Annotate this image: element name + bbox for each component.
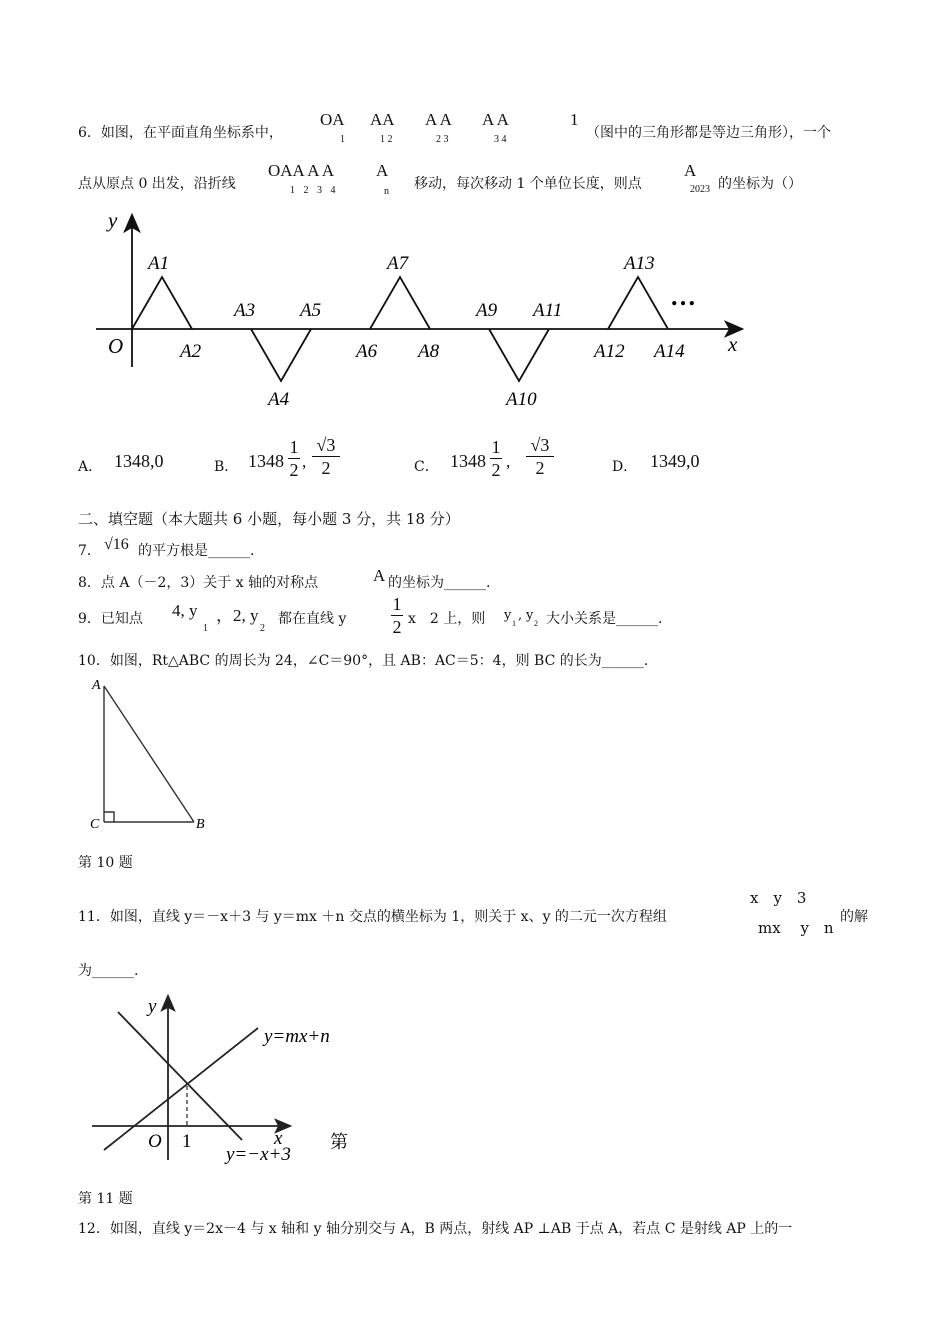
q6-option-d-value: 1349,0 xyxy=(650,451,700,471)
q6-fig-x: x xyxy=(728,332,738,356)
q6-path-subs: 1 2 3 4 xyxy=(290,185,339,196)
q6-note: （图中的三角形都是等边三角形），一个 xyxy=(586,125,831,141)
q6-option-b-label: B． xyxy=(214,459,239,475)
q9-tail: x 2 上，则 xyxy=(408,611,486,627)
q6-option-b-rden: 2 xyxy=(321,458,331,478)
q11-tail: 的解 xyxy=(840,909,868,925)
q6-term-oa-sub: 1 xyxy=(340,134,345,145)
q6-option-b-rfrac xyxy=(312,436,340,477)
q6-term-aa12-sub: 1 2 xyxy=(380,134,393,145)
q6-option-b-frac xyxy=(288,438,300,479)
q6-option-a-label: A． xyxy=(78,459,103,475)
q8-point: A xyxy=(373,566,386,585)
q6-zigzag-figure xyxy=(90,205,760,420)
q6-option-b-rnum: √3 xyxy=(316,435,336,455)
q11-text: 11．如图，直线 y＝－x＋3 与 y＝mx ＋n 交点的横坐标为 1，则关于 x、y 的二元一次方程组 xyxy=(78,909,667,925)
q11-lines-figure xyxy=(86,990,376,1170)
q6-line1-prefix: 6．如图，在平面直角坐标系中， xyxy=(78,125,283,141)
q9-comma: , xyxy=(518,608,523,623)
q6-line2-c: 的坐标为（） xyxy=(718,176,802,192)
q6-term-oa: OA xyxy=(320,110,345,129)
q10-triangle-figure xyxy=(86,672,216,838)
q11-fig-origin: O xyxy=(148,1131,162,1152)
q10-text: 10．如图，Rt△ABC 的周长为 24，∠C＝90°，且 AB：AC＝5：4，则 BC 的长为______. xyxy=(78,653,649,669)
q11-fig-line1: y=mx+n xyxy=(264,1026,330,1047)
q6-option-c-sep: , xyxy=(506,452,511,471)
q6-option-a-value: 1348,0 xyxy=(114,451,164,471)
q10-label-b: B xyxy=(196,817,205,832)
q6-fig-a2: A2 xyxy=(180,341,202,362)
q9-y2: y xyxy=(526,608,534,623)
q9-mid: 都在直线 y xyxy=(278,611,347,627)
q9-num: 1 xyxy=(392,594,402,614)
q6-option-d-label: D． xyxy=(612,459,638,475)
q9-y1: y xyxy=(504,608,512,623)
q9-p2-sub: 2 xyxy=(260,623,265,634)
q6-fig-a3: A3 xyxy=(234,300,256,321)
q9-y1-sub: 1 xyxy=(512,619,516,628)
section-2-heading: 二、填空题（本大题共 6 小题，每小题 3 分，共 18 分） xyxy=(78,510,460,528)
q9-fraction xyxy=(391,595,403,636)
q6-option-b-int: 1348 xyxy=(248,451,284,471)
q6-option-b-num: 1 xyxy=(289,437,299,457)
q6-fig-ellipsis: … xyxy=(670,282,696,311)
q11-line2: 为______. xyxy=(78,963,139,979)
q6-fig-a10: A10 xyxy=(506,389,537,410)
q11-fig-one: 1 xyxy=(182,1131,192,1152)
q12-text: 12．如图，直线 y＝2x－4 与 x 轴和 y 轴分别交与 A，B 两点，射线 AP ⊥AB 于点 A，若点 C 是射线 AP 上的一 xyxy=(78,1221,793,1237)
q6-option-c-den: 2 xyxy=(491,460,501,480)
q6-fig-a13: A13 xyxy=(624,253,655,274)
q6-option-c-label: C． xyxy=(414,459,439,475)
q11-system-bottom: mx y n xyxy=(758,919,834,937)
q6-fig-a9: A9 xyxy=(476,300,498,321)
q6-term-one: 1 xyxy=(570,110,579,129)
q10-label-c: C xyxy=(90,817,100,832)
q6-fig-a14: A14 xyxy=(654,341,685,362)
q6-fig-a8: A8 xyxy=(418,341,440,362)
q9-p2: ，2, y xyxy=(216,606,259,625)
q6-option-c-int: 1348 xyxy=(450,451,486,471)
q6-option-c-rfrac xyxy=(526,436,554,477)
q9-p1: 4, y xyxy=(172,601,198,620)
q6-fig-a4: A4 xyxy=(268,389,290,410)
q6-line2-b: 移动，每次移动 1 个单位长度，则点 xyxy=(414,176,642,192)
q6-path-an: A xyxy=(376,161,389,180)
q11-fig-y: y xyxy=(148,996,157,1017)
q6-option-c-rnum: √3 xyxy=(530,435,550,455)
q8-text: 8．点 A（－2，3）关于 x 轴的对称点 xyxy=(78,575,319,591)
q11-system-top: x y 3 xyxy=(750,889,807,907)
q6-term-aa23: A A xyxy=(425,110,452,129)
q6-fig-a11: A11 xyxy=(533,300,563,321)
q9-p1-sub: 1 xyxy=(203,623,208,634)
q6-term-aa12: AA xyxy=(370,110,395,129)
q6-fig-a7: A7 xyxy=(387,253,409,274)
q6-target-sub: 2023 xyxy=(690,184,710,195)
q6-line2-a: 点从原点 0 出发，沿折线 xyxy=(78,176,236,192)
q6-option-c-num: 1 xyxy=(491,437,501,457)
q6-fig-y: y xyxy=(108,208,118,232)
q6-path-n: n xyxy=(384,186,389,197)
q7-radical: √16 xyxy=(104,536,129,553)
q6-fig-a1: A1 xyxy=(148,253,170,274)
q11-fig-x: x xyxy=(274,1128,283,1149)
q6-fig-a6: A6 xyxy=(356,341,378,362)
q6-fig-a12: A12 xyxy=(594,341,625,362)
q11-caption: 第 11 题 xyxy=(78,1191,133,1207)
q10-label-a: A xyxy=(92,678,101,693)
q6-fig-origin: O xyxy=(108,334,124,358)
q7-suffix: 的平方根是______. xyxy=(138,543,255,559)
q6-option-b-sep: , xyxy=(302,452,307,471)
q7-prefix: 7． xyxy=(78,543,101,559)
q11-fig-line2: y=−x+3 xyxy=(226,1144,291,1165)
q6-term-aa34: A A xyxy=(482,110,509,129)
q6-option-c-rden: 2 xyxy=(535,458,545,478)
q6-target: A xyxy=(684,161,697,180)
q6-term-aa23-sub: 2 3 xyxy=(436,134,449,145)
q6-fig-a5: A5 xyxy=(300,300,322,321)
q6-option-b-den: 2 xyxy=(289,460,299,480)
q8-suffix: 的坐标为______. xyxy=(388,575,491,591)
q9-y2-sub: 2 xyxy=(534,619,538,628)
q9-prefix: 9．已知点 xyxy=(78,611,143,627)
q6-option-c-frac xyxy=(490,438,502,479)
q6-term-aa34-sub: 3 4 xyxy=(494,134,507,145)
q11-fig-di: 第 xyxy=(330,1132,348,1152)
q6-path: OAA A A xyxy=(268,161,335,180)
q10-caption: 第 10 题 xyxy=(78,855,133,871)
q9-den: 2 xyxy=(392,617,402,637)
q9-end: 大小关系是______. xyxy=(546,611,663,627)
